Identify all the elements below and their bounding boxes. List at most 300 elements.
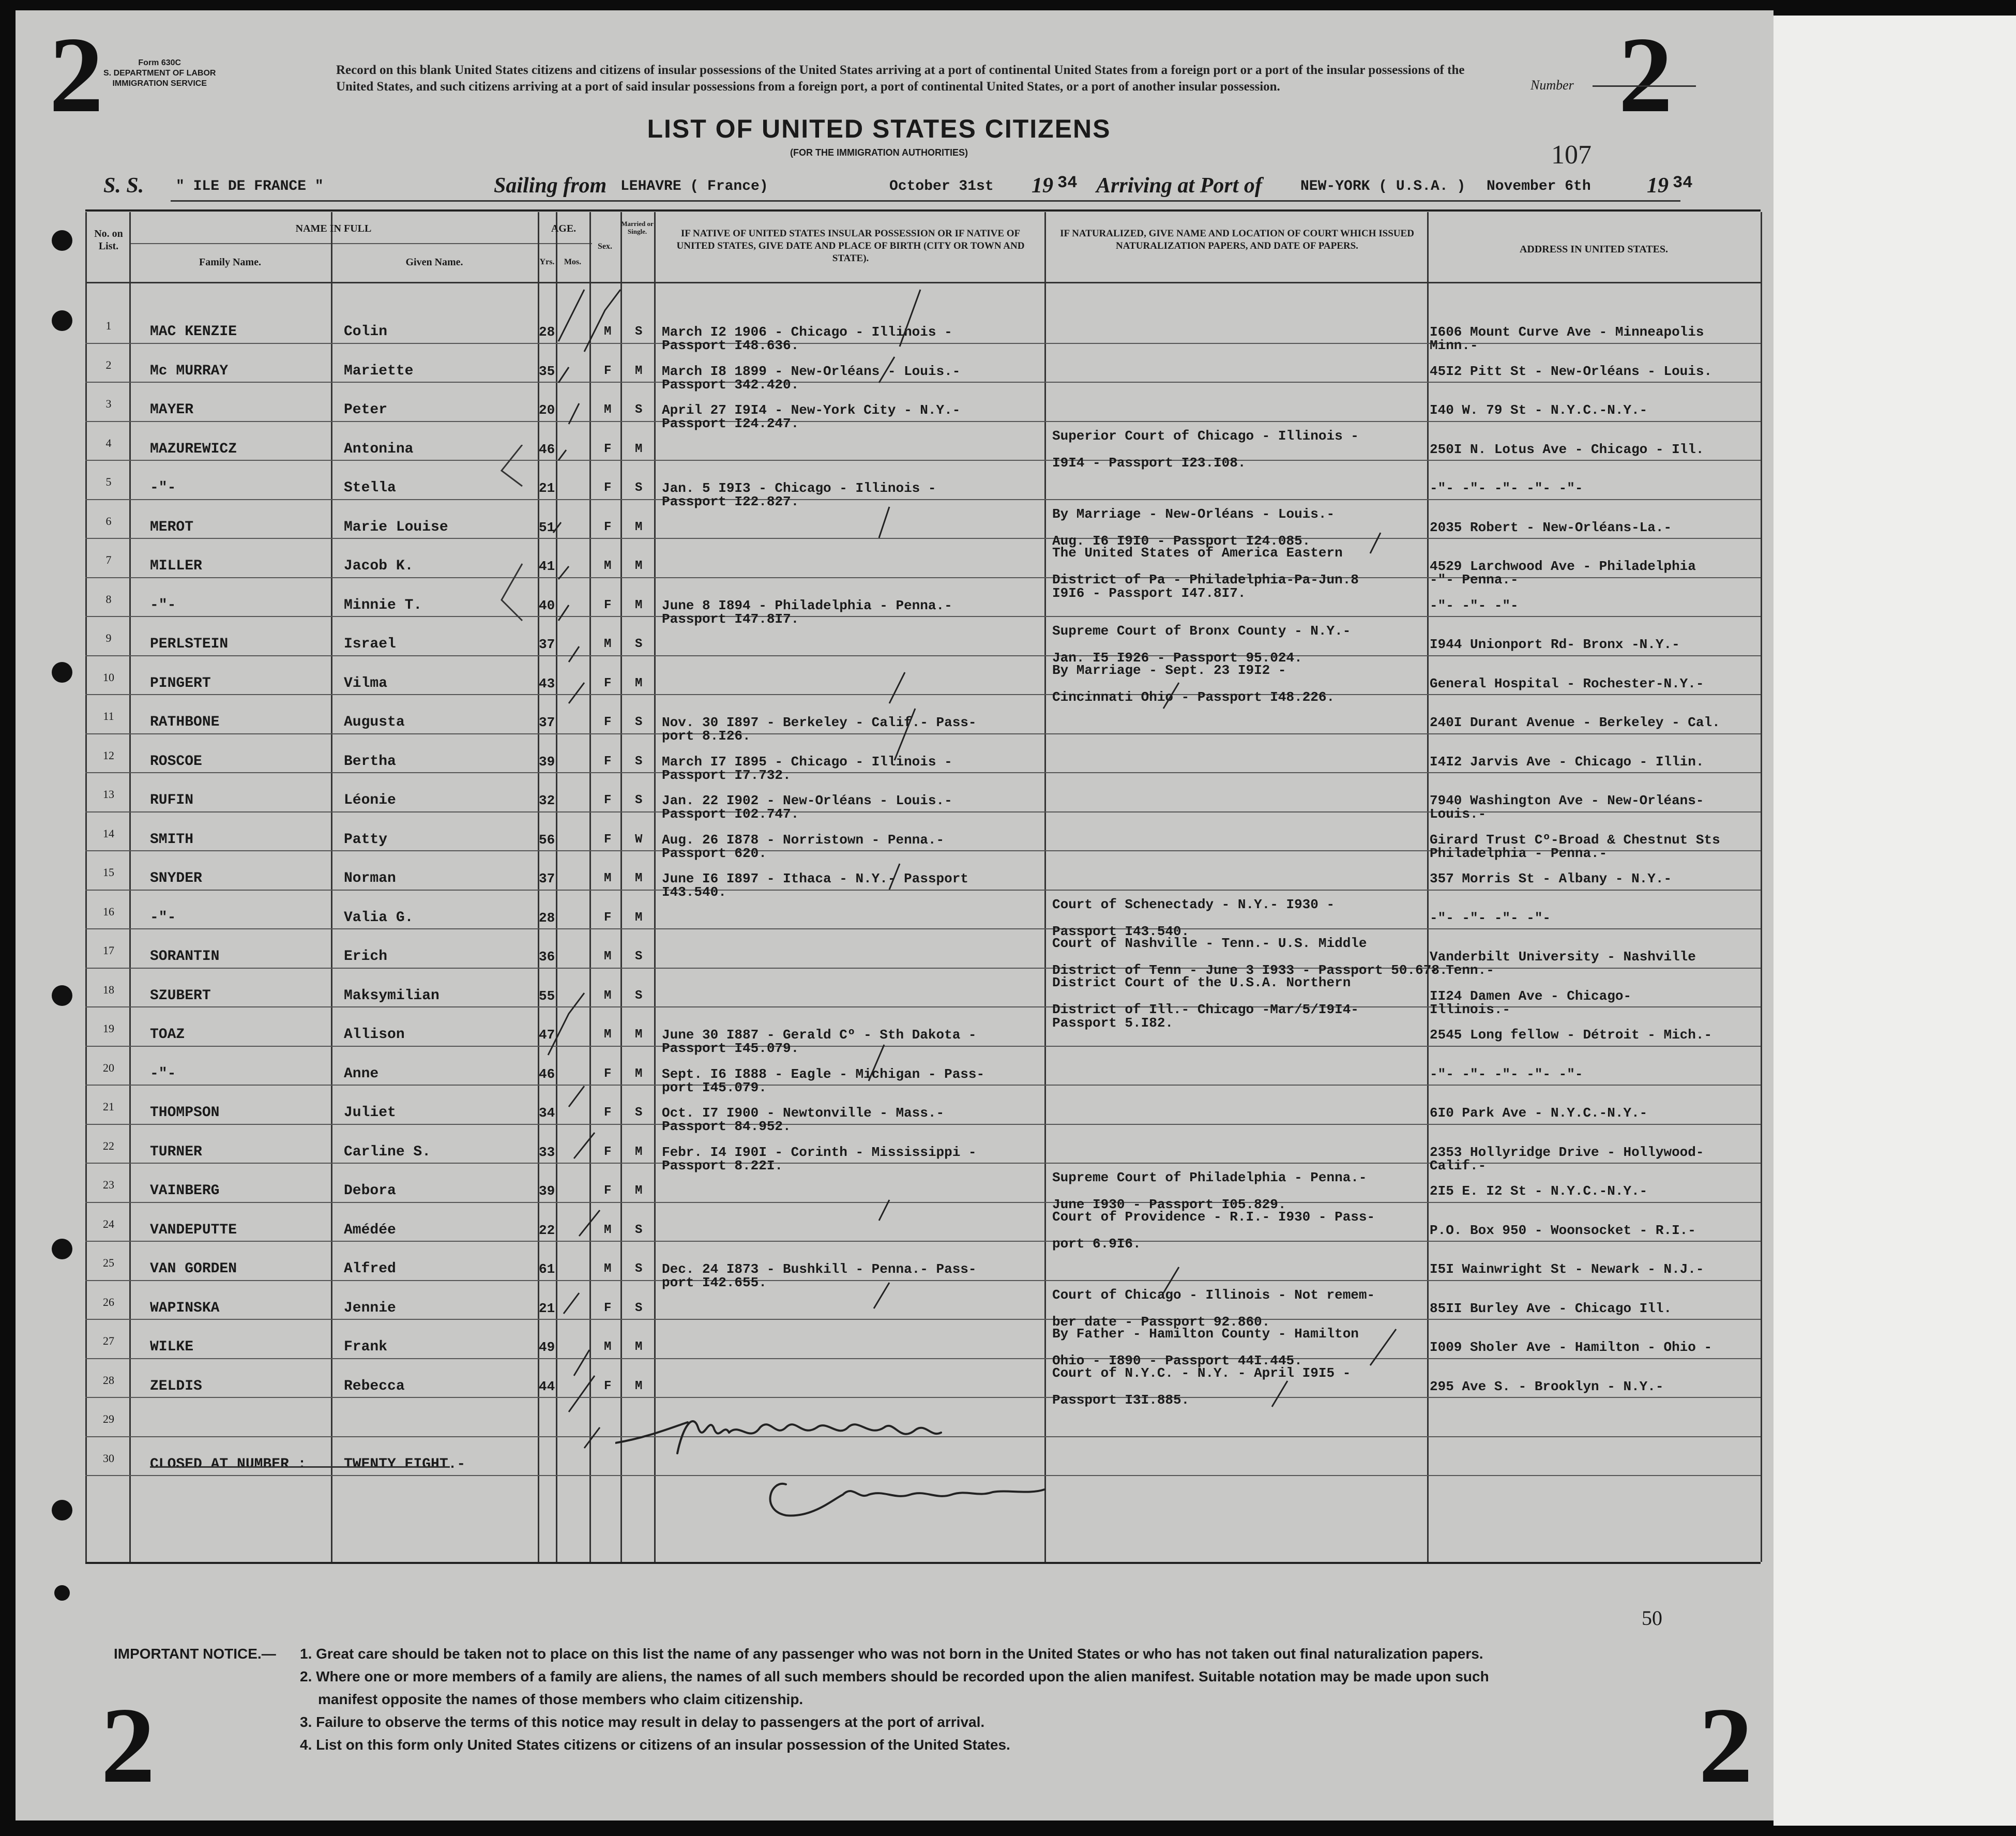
- naturalization-line: Jan. I5 I926 - Passport 95.024.: [1052, 650, 1302, 666]
- marital-status: S: [635, 1223, 643, 1237]
- corner-numeral-top-right: 2: [1618, 15, 1673, 135]
- marital-status: S: [635, 1301, 643, 1315]
- birth-line: Jan. 22 I902 - New-Orléans - Louis.-: [662, 793, 952, 808]
- row-number: 7: [105, 553, 112, 566]
- row-number: 28: [103, 1373, 114, 1387]
- age-years: 21: [539, 480, 555, 496]
- naturalization-line: I9I4 - Passport I23.I08.: [1052, 455, 1246, 471]
- address-line: 2353 Hollyridge Drive - Hollywood-: [1430, 1144, 1704, 1160]
- family-name: THOMPSON: [150, 1105, 220, 1121]
- address-line: I606 Mount Curve Ave - Minneapolis: [1430, 324, 1704, 340]
- age-header-divider: [538, 243, 592, 244]
- marital-status: W: [635, 832, 643, 847]
- row-number: 25: [103, 1256, 114, 1269]
- col-border: [129, 212, 131, 1562]
- age-years: 46: [539, 441, 555, 457]
- punch-hole: [52, 310, 72, 331]
- col-border: [1427, 212, 1429, 1562]
- birth-line: I43.540.: [662, 884, 726, 900]
- col-border: [331, 212, 332, 1562]
- row-number: 17: [103, 944, 114, 957]
- marital-status: M: [635, 1379, 643, 1393]
- row-number: 15: [103, 866, 114, 879]
- check-marks-naturalized: [1060, 517, 1422, 1448]
- notice-label: IMPORTANT NOTICE.—: [114, 1646, 276, 1662]
- sex: F: [604, 1379, 612, 1393]
- corner-numeral-top-left: 2: [49, 15, 103, 135]
- naturalization-line: Court of N.Y.C. - N.Y. - April I9I5 -: [1052, 1365, 1351, 1381]
- marital-status: M: [635, 1145, 643, 1159]
- address-line: I944 Unionport Rd- Bronx -N.Y.-: [1430, 637, 1680, 652]
- row-number: 16: [103, 905, 114, 918]
- naturalization-line: By Marriage - Sept. 23 I9I2 -: [1052, 662, 1286, 678]
- given-name: Rebecca: [344, 1378, 405, 1394]
- number-label: Number: [1530, 78, 1574, 93]
- header-note: Record on this blank United States citizens and citizens of insular possessions of the United States arriving at a port of continental United States from a foreign port or a port of the insular possessions of the United States, and such citizens arriving at a port of said insular possessions from a foreign port, a port of continental United States, or a port of another insular possession.: [336, 63, 1465, 94]
- row-number: 2: [105, 358, 112, 371]
- page-title: LIST OF UNITED STATES CITIZENS: [647, 114, 1111, 143]
- ss-label: S. S.: [103, 174, 144, 198]
- family-name: MAC KENZIE: [150, 324, 237, 340]
- address-line: 357 Morris St - Albany - N.Y.-: [1430, 871, 1672, 886]
- address-line: I40 W. 79 St - N.Y.C.-N.Y.-: [1430, 402, 1648, 418]
- naturalization-line: Passport I43.540.: [1052, 923, 1190, 939]
- row-number: 10: [103, 670, 114, 684]
- marital-status: S: [635, 325, 643, 339]
- birth-line: Passport 620.: [662, 845, 767, 861]
- row-number: 1: [105, 319, 112, 332]
- col-header-address: ADDRESS IN UNITED STATES.: [1519, 244, 1669, 255]
- age-years: 37: [539, 715, 555, 730]
- address-line: -"- -"- -"- -"-: [1430, 910, 1551, 926]
- col-border: [85, 212, 87, 1562]
- sex: F: [604, 520, 612, 534]
- address-line: I4I2 Jarvis Ave - Chicago - Illin.: [1430, 754, 1704, 770]
- row-number: 27: [103, 1334, 114, 1347]
- age-years: 55: [539, 988, 555, 1004]
- given-name: Jennie: [344, 1300, 396, 1316]
- marital-status: M: [635, 1184, 643, 1198]
- naturalization-line: Supreme Court of Philadelphia - Penna.-: [1052, 1170, 1367, 1185]
- row-number: 4: [105, 436, 112, 449]
- family-name: TURNER: [150, 1143, 202, 1160]
- address-line: Louis.-: [1430, 806, 1487, 822]
- address-line: I009 Sholer Ave - Hamilton - Ohio -: [1430, 1340, 1712, 1355]
- next-page-edge: [1774, 16, 2016, 1826]
- age-years: 41: [539, 559, 555, 574]
- family-name: Mc MURRAY: [150, 363, 229, 379]
- given-name: Maksymilian: [344, 987, 439, 1004]
- arrival-port: NEW-YORK ( U.S.A. ): [1300, 178, 1466, 194]
- age-years: 39: [539, 754, 555, 770]
- given-name: Stella: [344, 480, 396, 496]
- page-number: 50: [1642, 1606, 1662, 1630]
- sex: F: [604, 481, 612, 495]
- sex: F: [604, 1066, 612, 1081]
- marital-status: M: [635, 910, 643, 925]
- birth-line: March I7 I895 - Chicago - Illinois -: [662, 754, 952, 770]
- birth-line: April 27 I9I4 - New-York City - N.Y.-: [662, 402, 961, 418]
- col-header-no: No. on List.: [94, 228, 123, 252]
- family-name: MEROT: [150, 519, 194, 535]
- marital-status: M: [635, 676, 643, 690]
- sex: M: [604, 1223, 612, 1237]
- birth-line: March I8 1899 - New-Orléans - Louis.-: [662, 363, 961, 379]
- marital-status: M: [635, 1028, 643, 1042]
- family-name: VANDEPUTTE: [150, 1222, 237, 1238]
- row-number: 13: [103, 788, 114, 801]
- family-name: -"-: [150, 1065, 176, 1082]
- col-header-family: Family Name.: [199, 257, 261, 268]
- naturalization-line: port 6.9I6.: [1052, 1236, 1141, 1252]
- naturalization-line: Passport 5.I82.: [1052, 1015, 1174, 1031]
- row-number: 19: [103, 1022, 114, 1035]
- marital-status: M: [635, 520, 643, 534]
- family-name: MILLER: [150, 558, 202, 574]
- address-line: Minn.-: [1430, 338, 1478, 353]
- age-years: 32: [539, 793, 555, 808]
- age-years: 51: [539, 519, 555, 535]
- given-name: TWENTY EIGHT.-: [344, 1456, 466, 1472]
- birth-line: Passport I22.827.: [662, 494, 799, 509]
- address-line: - Tenn.-: [1430, 962, 1494, 978]
- age-years: 28: [539, 910, 555, 926]
- arrival-year-prefix: 19: [1647, 174, 1669, 198]
- age-years: 37: [539, 871, 555, 886]
- row-number: 22: [103, 1139, 114, 1152]
- given-name: Augusta: [344, 714, 405, 730]
- given-name: Anne: [344, 1065, 379, 1082]
- family-name: VAN GORDEN: [150, 1261, 237, 1277]
- punch-hole: [52, 985, 72, 1006]
- table-bottom-border: [85, 1562, 1761, 1564]
- naturalization-line: Passport I3I.885.: [1052, 1392, 1190, 1408]
- sex: M: [604, 403, 612, 417]
- address-line: -"- Penna.-: [1430, 572, 1519, 588]
- row-number: 11: [103, 710, 114, 723]
- naturalization-line: The United States of America Eastern: [1052, 545, 1343, 561]
- family-name: SORANTIN: [150, 949, 220, 965]
- page-subtitle: (FOR THE IMMIGRATION AUTHORITIES): [790, 147, 968, 158]
- age-years: 20: [539, 402, 555, 418]
- naturalization-line: District of Pa - Philadelphia-Pa-Jun.8: [1052, 572, 1359, 588]
- naturalization-line: Court of Chicago - Illinois - Not remem-: [1052, 1287, 1375, 1303]
- age-years: 43: [539, 675, 555, 691]
- notice-item-4: 4. List on this form only United States citizens or citizens of an insular possession of the United States.: [300, 1737, 1010, 1753]
- naturalization-line: Superior Court of Chicago - Illinois -: [1052, 428, 1359, 444]
- address-line: I5I Wainwright St - Newark - N.J.-: [1430, 1261, 1704, 1277]
- family-name: VAINBERG: [150, 1183, 220, 1199]
- row-number: 30: [103, 1451, 114, 1465]
- row-number: 23: [103, 1178, 114, 1191]
- family-name: MAZUREWICZ: [150, 441, 237, 457]
- family-name: SMITH: [150, 831, 194, 848]
- naturalization-line: District of Tenn - June 3 I933 - Passport 50.678.: [1052, 962, 1448, 978]
- departure-year-prefix: 19: [1032, 174, 1053, 198]
- given-name: Jacob K.: [344, 558, 414, 574]
- notice-item-2: 2. Where one or more members of a family are aliens, the names of all such members should be recorded upon the alien manifest. Suitable notation may be made upon such: [300, 1668, 1489, 1684]
- row-number: 24: [103, 1217, 114, 1230]
- given-name: Minnie T.: [344, 597, 422, 613]
- birth-line: Dec. 24 I873 - Bushkill - Penna.- Pass-: [662, 1261, 977, 1277]
- sex: M: [604, 950, 612, 964]
- birth-line: Passport I7.732.: [662, 767, 791, 783]
- given-name: Patty: [344, 831, 388, 848]
- birth-line: Passport 84.952.: [662, 1119, 791, 1134]
- address-line: 240I Durant Avenue - Berkeley - Cal.: [1430, 715, 1720, 730]
- family-name: CLOSED AT NUMBER :: [150, 1456, 307, 1472]
- age-years: 35: [539, 363, 555, 379]
- row-number: 20: [103, 1061, 114, 1074]
- corner-numeral-bottom-right: 2: [1699, 1685, 1753, 1805]
- marital-status: S: [635, 481, 643, 495]
- col-border: [1044, 212, 1046, 1562]
- table-top-border: [85, 209, 1761, 212]
- family-name: PERLSTEIN: [150, 636, 229, 652]
- birth-line: port I45.079.: [662, 1079, 767, 1095]
- sex: F: [604, 1145, 612, 1159]
- col-header-naturalized: IF NATURALIZED, GIVE NAME AND LOCATION OF COURT WHICH ISSUED NATURALIZATION PAPERS, AND DATE OF PAPERS.: [1060, 228, 1414, 251]
- age-years: 40: [539, 597, 555, 613]
- birth-line: March I2 1906 - Chicago - Illinois -: [662, 324, 952, 340]
- address-line: 7940 Washington Ave - New-Orléans-: [1430, 793, 1704, 808]
- naturalization-line: June I930 - Passport I05.829.: [1052, 1197, 1286, 1212]
- birth-line: Aug. 26 I878 - Norristown - Penna.-: [662, 832, 945, 848]
- age-years: 21: [539, 1300, 555, 1316]
- address-line: 2I5 E. I2 St - N.Y.C.-N.Y.-: [1430, 1183, 1648, 1199]
- row-number: 21: [103, 1100, 114, 1113]
- naturalization-line: District of Ill.- Chicago -Mar/5/I9I4-: [1052, 1001, 1359, 1017]
- ship-name: " ILE DE FRANCE ": [176, 178, 324, 194]
- age-years: 39: [539, 1183, 555, 1199]
- naturalization-line: Court of Providence - R.I.- I930 - Pass-: [1052, 1209, 1375, 1225]
- sex: M: [604, 559, 612, 573]
- given-name: Léonie: [344, 792, 396, 808]
- address-line: Illinois.-: [1430, 1001, 1511, 1017]
- given-name: Norman: [344, 870, 396, 886]
- arriving-label: Arriving at Port of: [1096, 174, 1262, 198]
- col-header-sex: Sex.: [598, 242, 612, 251]
- age-years: 46: [539, 1066, 555, 1082]
- col-header-name: NAME IN FULL: [295, 223, 372, 234]
- number-underline: [1593, 85, 1696, 87]
- given-name: Frank: [344, 1339, 388, 1355]
- sex: M: [604, 988, 612, 1003]
- given-name: Valia G.: [344, 909, 414, 926]
- marital-status: M: [635, 871, 643, 885]
- age-years: 36: [539, 949, 555, 965]
- birth-line: Febr. I4 I90I - Corinth - Mississippi -: [662, 1144, 977, 1160]
- birth-line: Jan. 5 I9I3 - Chicago - Illinois -: [662, 480, 936, 496]
- birth-line: Passport I45.079.: [662, 1041, 799, 1056]
- age-years: 56: [539, 832, 555, 848]
- family-name: WILKE: [150, 1339, 194, 1355]
- notice-item-1: 1. Great care should be taken not to place on this list the name of any passenger who was not born in the United States or who has not taken out final naturalization papers.: [300, 1646, 1483, 1662]
- birth-line: Passport 342.420.: [662, 377, 799, 393]
- address-line: Philadelphia - Penna.-: [1430, 845, 1608, 861]
- naturalization-line: District Court of the U.S.A. Northern: [1052, 974, 1351, 990]
- sex: M: [604, 637, 612, 651]
- birth-line: Oct. I7 I900 - Newtonville - Mass.-: [662, 1105, 945, 1121]
- row-number: 18: [103, 983, 114, 996]
- marital-status: S: [635, 637, 643, 651]
- marital-status: S: [635, 950, 643, 964]
- address-line: 6I0 Park Ave - N.Y.C.-N.Y.-: [1430, 1105, 1648, 1121]
- birth-line: June 30 I887 - Gerald Cº - Sth Dakota -: [662, 1027, 977, 1043]
- family-name: PINGERT: [150, 675, 211, 691]
- family-name: ROSCOE: [150, 753, 202, 770]
- sex: F: [604, 793, 612, 807]
- given-name: Amédée: [344, 1222, 396, 1238]
- closing-underline: [150, 1466, 450, 1468]
- family-name: -"-: [150, 597, 176, 613]
- marital-status: S: [635, 403, 643, 417]
- given-name: Alfred: [344, 1261, 396, 1277]
- punch-hole: [52, 1239, 72, 1259]
- age-years: 49: [539, 1340, 555, 1355]
- given-name: Carline S.: [344, 1143, 431, 1160]
- sailing-label: Sailing from: [494, 174, 607, 198]
- margin-marks: [455, 445, 538, 1169]
- marital-status: M: [635, 559, 643, 573]
- given-name: Debora: [344, 1183, 396, 1199]
- sex: M: [604, 1028, 612, 1042]
- sex: F: [604, 754, 612, 769]
- form-line-2: S. DEPARTMENT OF LABOR: [103, 69, 216, 78]
- row-number: 9: [105, 631, 112, 644]
- given-name: Erich: [344, 949, 388, 965]
- row-number: 3: [105, 397, 112, 410]
- serial-number: 107: [1551, 140, 1591, 170]
- marital-status: S: [635, 754, 643, 769]
- address-line: 2035 Robert - New-Orléans-La.-: [1430, 519, 1672, 535]
- naturalization-line: By Father - Hamilton County - Hamilton: [1052, 1326, 1359, 1342]
- sex: M: [604, 325, 612, 339]
- address-line: II24 Damen Ave - Chicago-: [1430, 988, 1632, 1004]
- naturalization-line: Cincinnati Ohio - Passport I48.226.: [1052, 689, 1335, 705]
- given-name: Mariette: [344, 363, 414, 379]
- given-name: Juliet: [344, 1105, 396, 1121]
- col-header-mos: Mos.: [564, 258, 582, 266]
- marital-status: S: [635, 715, 643, 729]
- address-line: P.O. Box 950 - Woonsocket - R.I.-: [1430, 1222, 1696, 1238]
- naturalization-line: Supreme Court of Bronx County - N.Y.-: [1052, 623, 1351, 639]
- row-number: 14: [103, 826, 114, 840]
- address-line: 85II Burley Ave - Chicago Ill.: [1430, 1300, 1672, 1316]
- sex: F: [604, 364, 612, 378]
- marital-status: S: [635, 793, 643, 807]
- notice-item-2-continued: manifest opposite the names of those members who claim citizenship.: [318, 1691, 804, 1707]
- marital-status: M: [635, 1066, 643, 1081]
- family-name: RUFIN: [150, 792, 194, 808]
- birth-line: port I42.655.: [662, 1275, 767, 1290]
- row-number: 8: [105, 592, 112, 606]
- from-port: LEHAVRE ( France): [620, 178, 768, 194]
- family-name: MAYER: [150, 402, 194, 418]
- marital-status: S: [635, 1262, 643, 1276]
- voyage-line: [103, 173, 1706, 204]
- punch-hole: [52, 1500, 72, 1521]
- birth-line: Sept. I6 I888 - Eagle - Michigan - Pass-: [662, 1066, 985, 1082]
- naturalization-line: Aug. I6 I9I0 - Passport I24.085.: [1052, 533, 1311, 549]
- given-name: Bertha: [344, 753, 396, 770]
- col-header-given: Given Name.: [405, 257, 463, 268]
- naturalization-line: I9I6 - Passport I47.8I7.: [1052, 585, 1246, 601]
- naturalization-line: ber date - Passport 92.860.: [1052, 1314, 1270, 1330]
- family-name: TOAZ: [150, 1027, 185, 1043]
- family-name: -"-: [150, 480, 176, 496]
- age-years: 61: [539, 1261, 555, 1277]
- age-years: 44: [539, 1378, 555, 1394]
- col-border: [1761, 212, 1762, 1562]
- address-line: -"- -"- -"-: [1430, 597, 1519, 613]
- family-name: SZUBERT: [150, 987, 211, 1004]
- birth-line: Nov. 30 I897 - Berkeley - Calif.- Pass-: [662, 715, 977, 730]
- address-line: 2545 Long fellow - Détroit - Mich.-: [1430, 1027, 1712, 1043]
- form-line-1: Form 630C: [138, 58, 181, 67]
- name-header-divider: [129, 243, 538, 244]
- punch-hole: [54, 1585, 70, 1601]
- row-number: 6: [105, 514, 112, 528]
- address-line: 4529 Larchwood Ave - Philadelphia: [1430, 559, 1696, 574]
- naturalization-line: Court of Nashville - Tenn.- U.S. Middle: [1052, 936, 1367, 951]
- naturalization-line: By Marriage - New-Orléans - Louis.-: [1052, 506, 1335, 522]
- row-number: 5: [105, 475, 112, 488]
- col-header-yrs: Yrs.: [539, 258, 555, 266]
- birth-line: Passport I24.247.: [662, 416, 799, 431]
- marital-status: M: [635, 442, 643, 456]
- family-name: RATHBONE: [150, 714, 220, 730]
- given-name: Peter: [344, 402, 388, 418]
- family-name: -"-: [150, 909, 176, 926]
- address-line: 250I N. Lotus Ave - Chicago - Ill.: [1430, 441, 1704, 457]
- birth-line: June I6 I897 - Ithaca - N.Y.- Passport: [662, 871, 968, 886]
- sex: F: [604, 1301, 612, 1315]
- age-years: 37: [539, 637, 555, 652]
- address-line: 45I2 Pitt St - New-Orléans - Louis.: [1430, 363, 1712, 379]
- officer-signature: [615, 1407, 1081, 1526]
- naturalization-line: Court of Schenectady - N.Y.- I930 -: [1052, 896, 1335, 912]
- sex: M: [604, 1262, 612, 1276]
- marital-status: M: [635, 364, 643, 378]
- departure-year-suffix: 34: [1057, 173, 1078, 192]
- address-line: Calif.-: [1430, 1157, 1487, 1173]
- birth-line: Passport I02.747.: [662, 806, 799, 822]
- sex: F: [604, 676, 612, 690]
- birth-line: Passport I48.636.: [662, 338, 799, 353]
- row-number: 12: [103, 748, 114, 762]
- arrival-year-suffix: 34: [1673, 173, 1693, 192]
- sex: F: [604, 1106, 612, 1120]
- age-years: 28: [539, 324, 555, 340]
- check-marks-birth: [848, 279, 1003, 1469]
- given-name: Colin: [344, 324, 388, 340]
- sex: M: [604, 1340, 612, 1354]
- notice-item-3: 3. Failure to observe the terms of this notice may result in delay to passengers at the port of arrival.: [300, 1714, 985, 1730]
- address-line: Vanderbilt University - Nashville: [1430, 949, 1696, 965]
- form-line-3: IMMIGRATION SERVICE: [112, 79, 207, 88]
- age-years: 22: [539, 1222, 555, 1238]
- given-name: Vilma: [344, 675, 388, 691]
- birth-line: June 8 I894 - Philadelphia - Penna.-: [662, 597, 952, 613]
- col-header-birth: IF NATIVE OF UNITED STATES INSULAR POSSESSION OR IF NATIVE OF UNITED STATES, GIVE DATE AND PLACE OF BIRTH (CITY OR TOWN AND STATE).: [676, 228, 1025, 264]
- given-name: Marie Louise: [344, 519, 448, 535]
- row-number: 29: [103, 1412, 114, 1425]
- address-line: Girard Trust Cº-Broad & Chestnut Sts: [1430, 832, 1720, 848]
- family-name: SNYDER: [150, 870, 202, 886]
- family-name: WAPINSKA: [150, 1300, 220, 1316]
- col-header-age: AGE.: [551, 223, 577, 234]
